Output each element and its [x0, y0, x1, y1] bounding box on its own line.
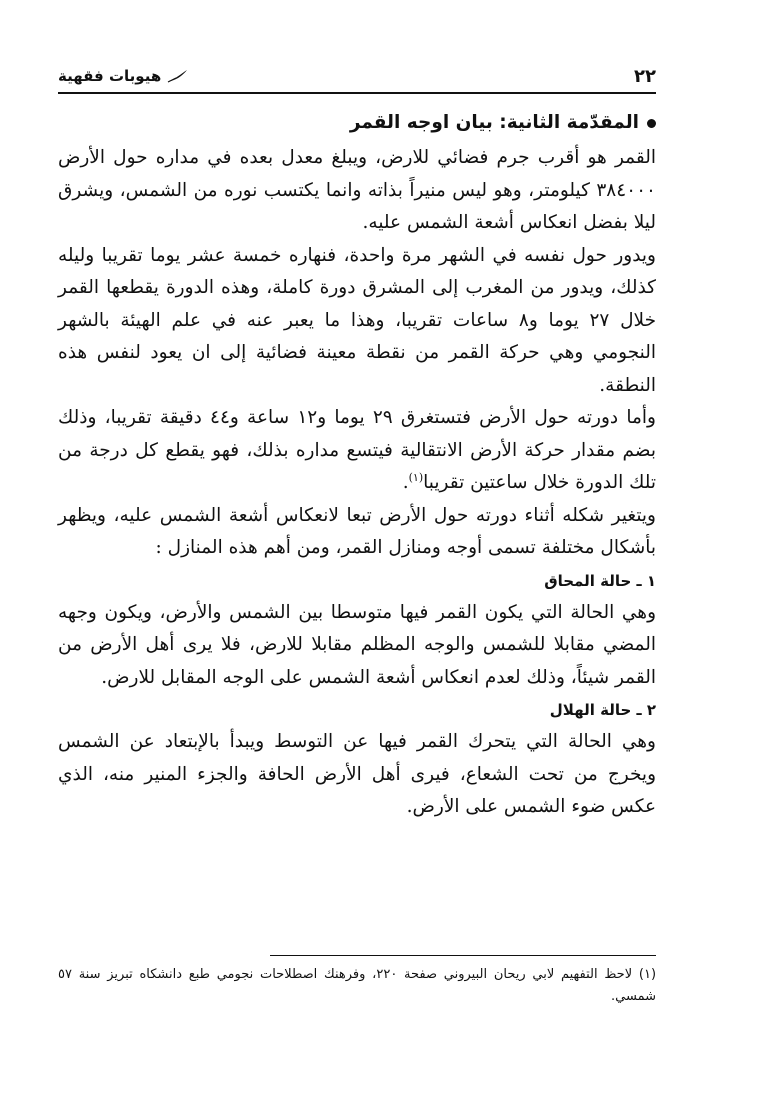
footnote-rule — [270, 955, 656, 956]
section-heading-text: المقدّمة الثانية: بيان اوجه القمر — [349, 112, 639, 133]
footnote: (١) لاحظ التفهيم لابي ريحان البيروني صفحة ٢٢٠، وفرهنك اصطلاحات نجومي طبع دانشكاه تبريز سنة ٥٧ شمسي. — [58, 967, 657, 1004]
paragraph-new-moon: وهي الحالة التي يكون القمر فيها متوسطا بين الشمس والأرض، ويكون وجهه المضي مقابلا للشمس والوجه المظلم مقابلا للارض، فلا يرى أهل الأرض من القمر شيئاً، وذلك لعدم انعكاس أشعة الشمس على الوجه المقابل للارض. — [58, 601, 656, 688]
running-title: هيوبات فقهية — [58, 67, 162, 85]
paragraph-orbit — [58, 402, 656, 500]
running-title-group — [58, 67, 189, 85]
quill-icon — [167, 69, 189, 83]
paragraph-orbit-end: . — [402, 472, 409, 493]
paragraph-crescent: وهي الحالة التي يتحرك القمر فيها عن التوسط ويبدأ بالإبتعاد عن الشمس ويخرج من تحت الشعاع، فيرى أهل الأرض الحافة والجزء المنير منه، الذي عكس ضوء الشمس على الأرض. — [58, 731, 656, 817]
section-heading — [58, 108, 656, 138]
paragraph-rotation: ويدور حول نفسه في الشهر مرة واحدة، فنهاره خمسة عشر يوما تقريبا وليله كذلك، ويدور من المغرب إلى المشرق دورة كاملة، وهذه الدورة يقطعها القمر خلال ٢٧ يوما و٨ ساعات تقريبا، وهذا ما يعبر عنه في علم الهيئة بالشهر النجومي وهي حركة القمر من نقطة معينة فضائية إلى ان يعود لنفس هذه النطقة. — [58, 244, 657, 396]
sub-heading-new-moon: ١ ـ حالة المحاق — [544, 571, 656, 590]
paragraph-moon-definition: القمر هو أقرب جرم فضائي للارض، ويبلغ معدل بعده في مداره حول الأرض ٣٨٤٠٠٠ كيلومتر، وهو ليس منيراً بذاته وانما يكتسب نوره من الشمس، ويشرق ليلا بفضل انعكاس أشعة الشمس عليه. — [58, 147, 656, 233]
bullet-icon — [647, 119, 656, 128]
footnote-reference: (١) — [408, 470, 424, 484]
sub-heading-crescent: ٢ ـ حالة الهلال — [549, 701, 656, 719]
paragraph-orbit-text: وأما دورته حول الأرض فتستغرق ٢٩ يوما و١٢ ساعة و٤٤ دقيقة تقريبا، وذلك بضم مقدار حركة الأرض الانتقالية فيتسع مداره بذلك، فهو يقطع كل درجة من تلك الدورة خلال ساعتين تقريبا — [58, 407, 656, 493]
main-text — [58, 108, 656, 824]
paragraph-phases-intro: ويتغير شكله أثناء دورته حول الأرض تبعا لانعكاس أشعة الشمس عليه، ويظهر بأشكال مختلفة تسمى أوجه ومنازل القمر، ومن أهم هذه المنازل : — [58, 504, 656, 558]
page-header — [58, 64, 656, 88]
header-rule — [58, 92, 656, 94]
page-number: ٢٢ — [634, 65, 656, 87]
